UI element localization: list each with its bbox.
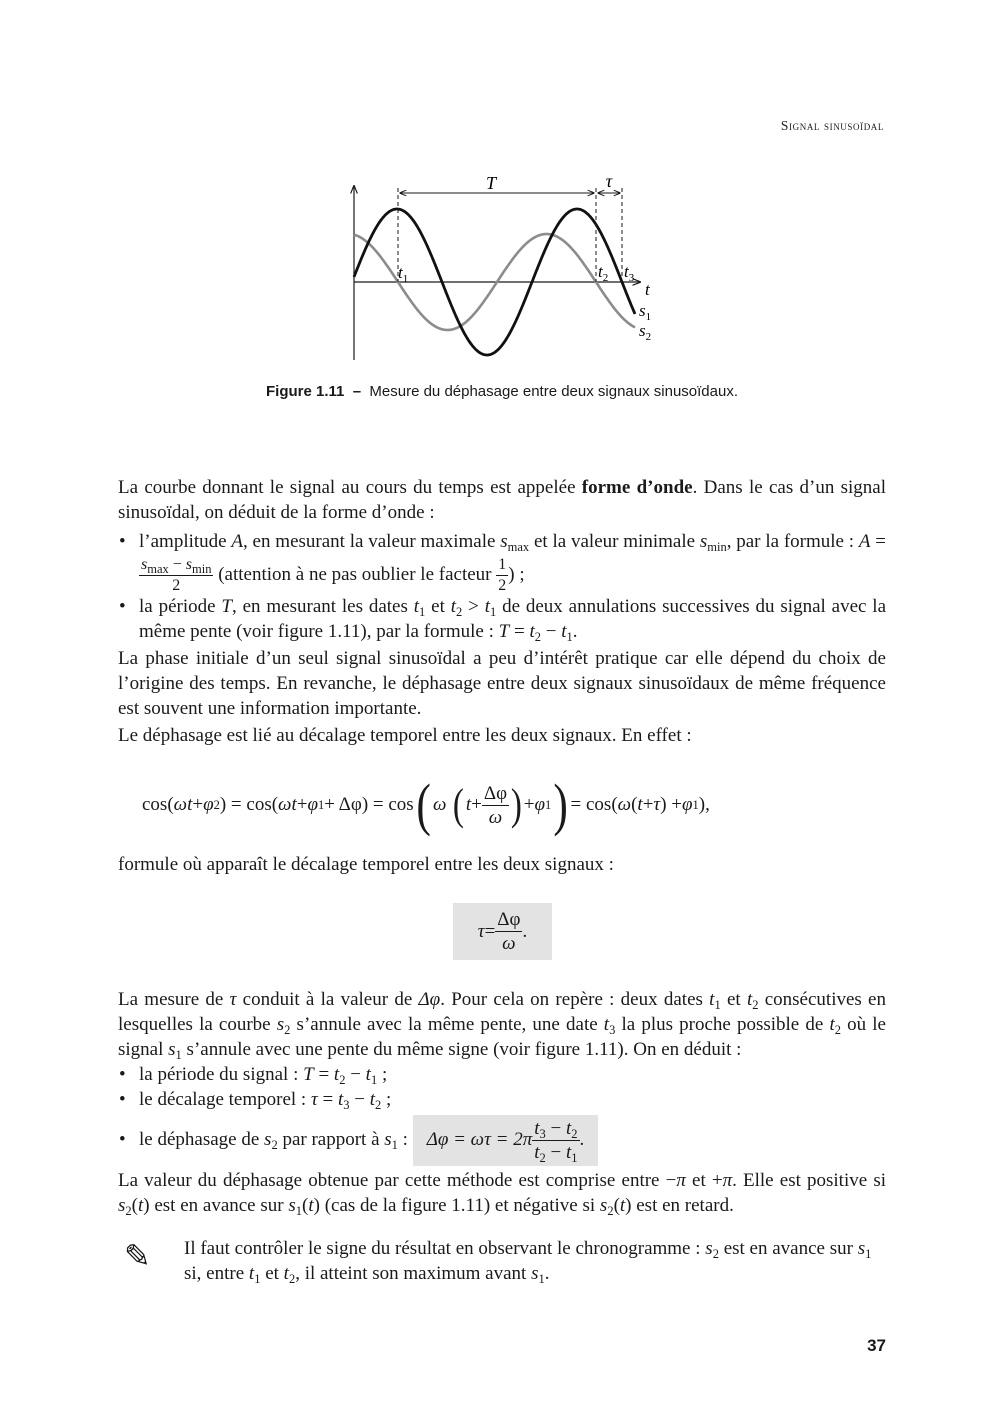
label-t-axis: t (645, 280, 650, 299)
label-s1: $s_1$ (639, 301, 652, 323)
label-tau: τ (605, 171, 613, 191)
page-number: 37 (867, 1336, 886, 1355)
dephasage-fraction: $\frac{t_3 - t_2}{t_2 - t_1}$ (534, 1118, 578, 1166)
waveform-figure (330, 170, 670, 370)
body-block-1 (118, 475, 886, 748)
bullet-dephasage: • le déphasage de $s_2$ par rapport à $s_1$ : Δφ = ωτ = 2π $\frac{t_3 - t_2}{t_2 - t_1}$ . (118, 1112, 886, 1168)
half-fraction: $\frac{1}{2}$ (498, 556, 507, 594)
paragraph-dephasage: Le déphasage est lié au décalage temporel entre les deux signaux. En effet : (118, 725, 692, 746)
label-t3: $t_3$ (624, 262, 635, 284)
dephasage-formula-box: Δφ = ωτ = 2π $\frac{t_3 - t_2}{t_2 - t_1}$ . (413, 1115, 599, 1166)
label-t1: $t_1$ (398, 263, 409, 285)
caption-dash: – (352, 383, 362, 400)
paragraph-mesure: La mesure de τ conduit à la valeur de Δφ. Pour cela on repère : deux dates $t_1$ et $t_2$ consécutives en lesquelles la courbe $s_2$ s’annule avec la même pente, une date $t_3$ la plus proche possible de $t_2$ où le signal $s_1$ s’annule avec une pente du même signe (voir figure 1.11). On en déduit : (118, 989, 886, 1062)
bullet-periode-signal: • la période du signal : $T = t_2 - t_1$ ; (118, 1062, 886, 1087)
label-T: T (485, 173, 497, 193)
paragraph-valeur: La valeur du déphasage obtenue par cette méthode est comprise entre −π et +π. Elle est positive si $s_2(t)$ est en avance sur $s_1(t)$ (cas de la figure 1.11) et négative si $s_2(t)$ est en retard. (118, 1170, 886, 1218)
pencil-icon: ✎ (124, 1237, 151, 1275)
figure-label: Figure 1.11 (266, 383, 345, 400)
tau-fraction: $\frac{\Delta\varphi}{\omega}$ (497, 909, 521, 954)
note-text: Il faut contrôler le signe du résultat en observant le chronogramme : $s_2$ est en avance sur $s_1$ si, entre $t_1$ et $t_2$, il atteint son maximum avant $s_1$. (184, 1238, 872, 1286)
caption-text: Mesure du déphasage entre deux signaux sinusoïdaux. (369, 383, 738, 400)
paragraph-phase: La phase initiale d’un seul signal sinusoïdal a peu d’intérêt pratique car elle dépend du choix de l’origine des temps. En revanche, le déphasage entre deux signaux sinusoïdaux de même fréquence est souvent une information importante. (118, 648, 886, 719)
label-t2: $t_2$ (598, 262, 609, 284)
body-block-3 (118, 987, 886, 1218)
bullet-decalage: • le décalage temporel : $\tau = t_3 - t_2$ ; (118, 1087, 886, 1112)
equation-cos: cos( ωt + φ 2 ) = cos( ωt + φ 1 + Δφ) = cos ( ω ( t + $\frac{\Delta\varphi}{\omega}$ ) + φ 1 ) = cos( ω ( t + τ ) + φ 1 ), (142, 772, 710, 837)
label-s2: $s_2$ (639, 321, 652, 343)
paragraph-waveform: La courbe donnant le signal au cours du temps est appelée forme d’onde. Dans le cas d’un signal sinusoïdal, on déduit de la forme d’onde : (118, 477, 886, 523)
equation-tau-box: τ = $\frac{\Delta\varphi}{\omega}$ . (453, 903, 552, 960)
dphi-over-omega: $\frac{\Delta\varphi}{\omega}$ (483, 782, 508, 828)
figure-caption (0, 383, 1004, 400)
term-forme-onde: forme d’onde (581, 477, 693, 498)
running-head: Signal sinusoïdal (780, 118, 884, 133)
amplitude-fraction: $\frac{s_{max} - s_{min}}{2}$ (141, 556, 212, 594)
bullet-period: • la période T, en mesurant les dates $t_1$ et $t_2 > t_1$ de deux annulations successives du signal avec la même pente (voir figure 1.11), par la formule : $T = t_2 - t_1$. (118, 594, 886, 644)
paragraph-formule: formule où apparaît le décalage temporel entre les deux signaux : (118, 854, 614, 875)
bullet-amplitude: • l’amplitude A, en mesurant la valeur maximale $s_{max}$ et la valeur minimale $s_{min}$, par la formule : A = $\frac{s_{max} - s_{min}}{2}$ (attention à ne pas oublier le facteur $\frac{1}{2}$ ) ; (118, 527, 886, 594)
body-block-2 (118, 852, 886, 877)
